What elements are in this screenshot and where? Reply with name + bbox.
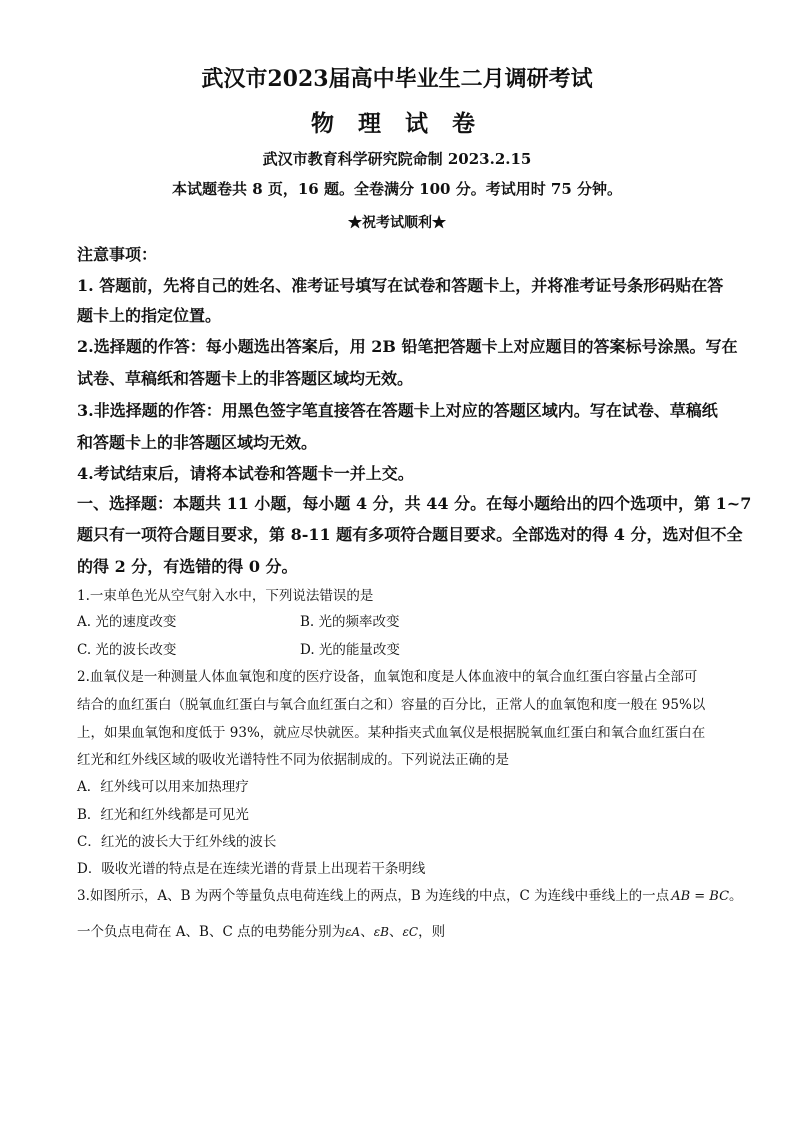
notes-line: 4.考试结束后，请将本试卷和答题卡一并上交。 (77, 464, 414, 483)
question-2-option-d: D．吸收光谱的特点是在连续光谱的背景上出现若干条明线 (77, 861, 426, 877)
question-1-option-b: B. 光的频率改变 (300, 614, 400, 630)
exam-subtitle: 物 理 试 卷 (310, 110, 484, 137)
separator: 、 (388, 924, 403, 940)
question-3-line-2 (77, 920, 445, 940)
question-1-option-c: C. 光的波长改变 (77, 642, 177, 658)
notes-line: 试卷、草稿纸和答题卡上的非答题区域均无效。 (77, 369, 414, 388)
notes-heading: 注意事项： (77, 245, 158, 264)
question-2-option-b: B．红光和红外线都是可见光 (77, 807, 249, 823)
question-2-stem-line: 结合的血红蛋白（脱氧血红蛋白与氧合血红蛋白之和）容量的百分比，正常人的血氧饱和度一般在 95%以 (77, 697, 706, 713)
question-3-text: 一个负点电荷在 A、B、C 点的电势能分别为 (77, 924, 346, 940)
epsilon-c-symbol: εC (402, 925, 419, 939)
notes-line: 和答题卡上的非答题区域均无效。 (77, 433, 318, 452)
wish-line: ★祝考试顺利★ (348, 215, 446, 231)
question-2-stem-line: 2.血氧仪是一种测量人体血氧饱和度的医疗设备，血氧饱和度是人体血液中的氧合血红蛋白容量占全部可 (77, 669, 698, 685)
notes-line: 题卡上的指定位置。 (77, 306, 222, 325)
question-1-option-a: A. 光的速度改变 (77, 614, 177, 630)
section-intro-line: 一、选择题：本题共 11 小题，每小题 4 分，共 44 分。在每小题给出的四个选项中，第 1~7 (77, 494, 752, 513)
question-2-option-c: C．红光的波长大于红外线的波长 (77, 834, 277, 850)
question-2-stem-line: 红光和红外线区域的吸收光谱特性不同为依据制成的。下列说法正确的是 (77, 752, 509, 768)
question-3-math-ab-bc: AB = BC (671, 889, 730, 904)
section-intro-line: 题只有一项符合题目要求，第 8-11 题有多项符合题目要求。全部选对的得 4 分，选对但不全 (77, 525, 743, 544)
question-2-option-a: A．红外线可以用来加热理疗 (77, 779, 249, 795)
question-1-stem: 1.一束单色光从空气射入水中，下列说法错误的是 (77, 588, 374, 604)
author-date: 武汉市教育科学研究院命制 2023.2.15 (262, 150, 532, 168)
notes-line: 1. 答题前，先将自己的姓名、准考证号填写在试卷和答题卡上，并将准考证号条形码贴在答 (77, 276, 724, 295)
exam-info: 本试题卷共 8 页，16 题。全卷满分 100 分。考试用时 75 分钟。 (171, 180, 623, 198)
section-intro-line: 的得 2 分，有选错的得 0 分。 (77, 557, 298, 576)
question-1-option-d: D. 光的能量改变 (300, 642, 400, 658)
notes-line: 2.选择题的作答：每小题选出答案后，用 2B 铅笔把答题卡上对应题目的答案标号涂黑。写在 (77, 337, 738, 356)
epsilon-b-symbol: εB (373, 925, 389, 939)
question-3-period: 。 (729, 888, 743, 904)
question-3-line-1 (77, 884, 743, 904)
separator: 、 (360, 924, 374, 940)
question-3-text: 3.如图所示，A、B 为两个等量负点电荷连线上的两点，B 为连线的中点，C 为连线中垂线上的一点 (77, 888, 670, 904)
epsilon-a-symbol: εA (345, 925, 361, 939)
question-3-text: ，则 (418, 924, 446, 940)
question-2-stem-line: 上，如果血氧饱和度低于 93%，就应尽快就医。某种指夹式血氧仪是根据脱氧血红蛋白和氧合血红蛋白在 (77, 725, 706, 741)
notes-line: 3.非选择题的作答：用黑色签字笔直接答在答题卡上对应的答题区域内。写在试卷、草稿纸 (77, 401, 718, 420)
exam-title: 武汉市2023届高中毕业生二月调研考试 (201, 66, 593, 92)
